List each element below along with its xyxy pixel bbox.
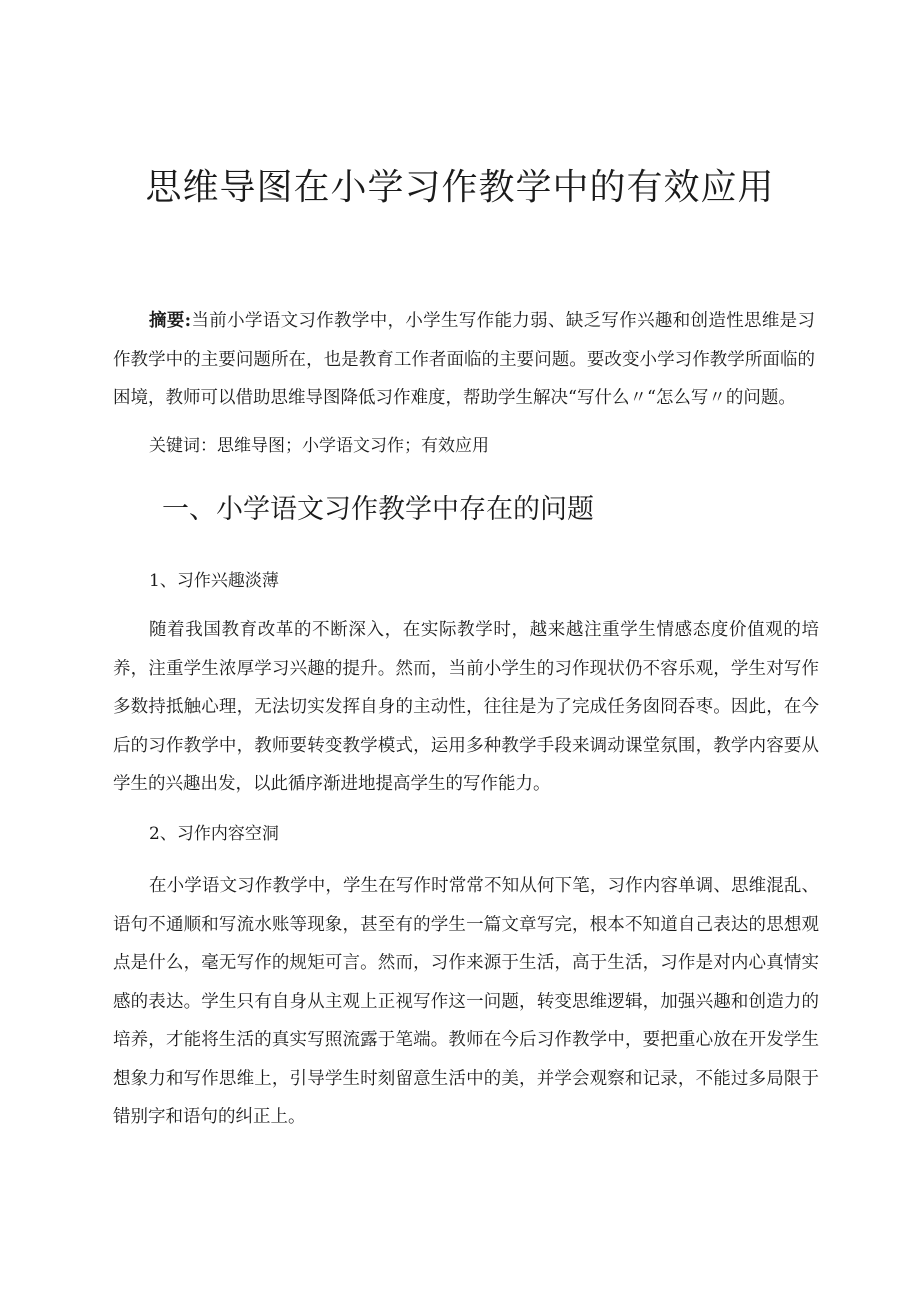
abstract-paragraph — [113, 302, 815, 418]
keywords-line: 关键词：思维导图；小学语文习作；有效应用 — [149, 436, 489, 456]
subsection-heading-1: 1、习作兴趣淡薄 — [149, 571, 279, 591]
section-heading: 一、小学语文习作教学中存在的问题 — [162, 494, 594, 525]
subsection-paragraph-2: 在小学语文习作教学中，学生在写作时常常不知从何下笔，习作内容单调、思维混乱、语句不通顺和写流水账等现象，甚至有的学生一篇文章写完，根本不知道自己表达的思想观点是什么，毫无写作的规矩可言。然而，习作来源于生活，高于生活，习作是对内心真情实感的表达。学生只有自身从主观上正视写作这一问题，转变思维逻辑，加强兴趣和创造力的培养，才能将生活的真实写照流露于笔端。教师在今后习作教学中，要把重心放在开发学生想象力和写作思维上，引导学生时刻留意生活中的美，并学会观察和记录，不能过多局限于错别字和语句的纠正上。 — [113, 876, 819, 1127]
abstract-text: 当前小学语文习作教学中，小学生写作能力弱、缺乏写作兴趣和创造性思维是习作教学中的主要问题所在，也是教育工作者面临的主要问题。要改变小学习作教学所面临的困境，教师可以借助思维导图降低习作难度，帮助学生解决“写什么〃“怎么写〃的问题。 — [113, 311, 816, 408]
subsection-heading-2: 2、习作内容空洞 — [149, 824, 279, 844]
document-title: 思维导图在小学习作教学中的有效应用 — [145, 167, 775, 208]
subsection-paragraph-1: 随着我国教育改革的不断深入，在实际教学时，越来越注重学生情感态度价值观的培养，注重学生浓厚学习兴趣的提升。然而，当前小学生的习作现状仍不容乐观，学生对写作多数持抵触心理，无法切实发挥自身的主动性，往往是为了完成任务囱冏吞枣。因此，在今后的习作教学中，教师要转变教学模式，运用多种教学手段来调动课堂氛围，教学内容要从学生的兴趣出发，以此循序渐进地提高学生的写作能力。 — [113, 620, 819, 794]
abstract-label: 摘要: — [149, 311, 192, 331]
